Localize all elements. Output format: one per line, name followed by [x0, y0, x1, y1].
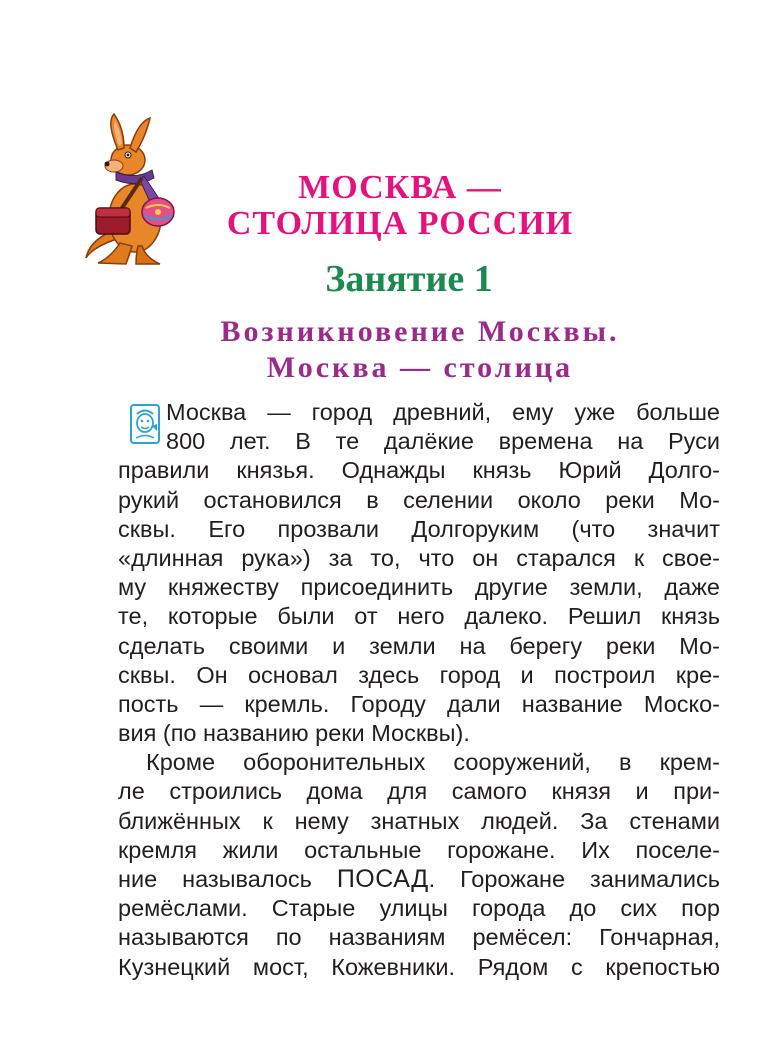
chapter-title: [190, 170, 610, 242]
text-line: «длинная рука») за то, что он старался к свое-: [118, 544, 720, 571]
text-line: сквы. Он основал здесь город и построил кре-: [118, 661, 720, 688]
chapter-title-line-2: СТОЛИЦА РОССИИ: [226, 205, 574, 242]
text-line: Кроме оборонительных сооружений, в крем-: [146, 749, 720, 776]
text-line: ближённых к нему знатных людей. За стенами: [118, 807, 720, 834]
text-line: Москва — город древний, ему уже больше: [166, 399, 720, 425]
lesson-title: Занятие 1: [325, 258, 493, 300]
topic-title: [150, 314, 690, 386]
body-text: [118, 398, 720, 982]
text-fragment: . Горожане занимались: [428, 866, 720, 892]
term-posad: ПОСАД: [336, 865, 429, 893]
text-line: сделать своими и земли на берегу реки Мо-: [118, 632, 720, 659]
text-line: правили князья. Однажды князь Юрий Долго-: [118, 457, 720, 484]
text-line: рукий остановился в селении около реки Мо-: [118, 486, 720, 513]
topic-title-line-1: Возникновение Москвы.: [220, 315, 620, 348]
text-line: му княжеству присоединить другие земли, даже: [118, 574, 720, 601]
text-line: сквы. Его прозвали Долгоруким (что значит: [118, 515, 720, 542]
text-line: те, которые были от него далеко. Решил князь: [118, 603, 720, 630]
text-line-with-term: [118, 865, 720, 894]
text-line: называются по названиям ремёсел: Гончарная,: [118, 924, 720, 951]
text-line: вия (по названию реки Москвы).: [118, 720, 470, 747]
text-fragment: ние называлось: [118, 866, 337, 892]
text-line: ле строились дома для самого князя и при-: [118, 778, 720, 805]
text-line: 800 лет. В те далёкие времена на Руси: [166, 428, 720, 455]
text-line: ремёслами. Старые улицы города до сих пор: [118, 895, 720, 922]
topic-title-line-2: Москва — столица: [266, 351, 574, 384]
text-line: Кузнецкий мост, Кожевники. Рядом с крепостью: [118, 953, 720, 980]
kangaroo-mascot-icon: [80, 108, 190, 268]
text-line: пость — кремль. Городу дали название Моско-: [118, 690, 720, 717]
chapter-title-line-1: МОСКВА —: [298, 169, 502, 206]
text-line: кремля жили остальные горожане. Их поселе-: [118, 836, 720, 863]
